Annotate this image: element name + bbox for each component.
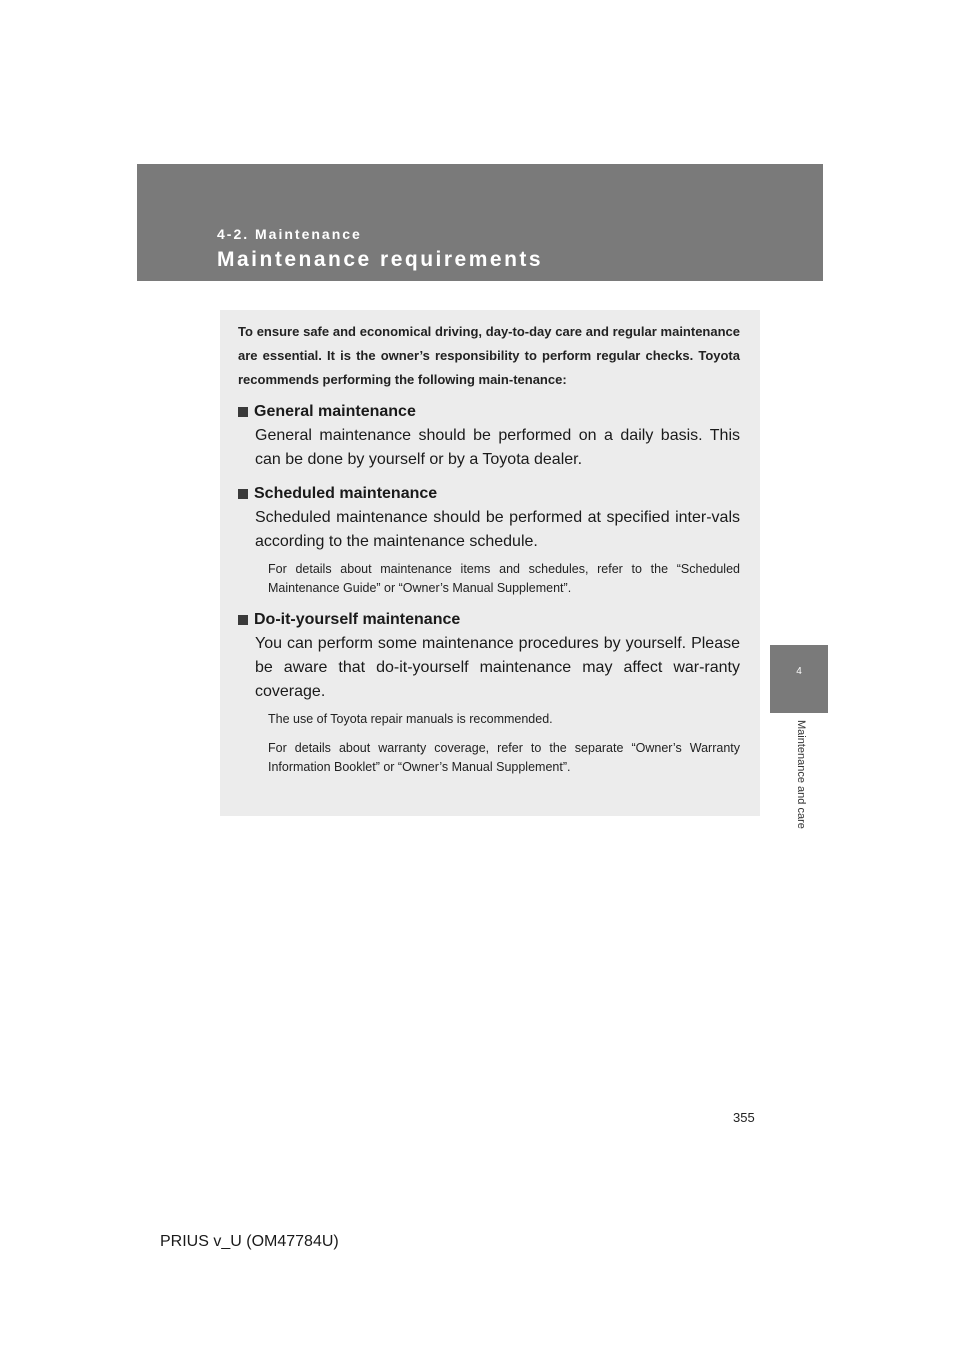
- chapter-tab: [770, 645, 828, 713]
- item-body: General maintenance should be performed on a daily basis. This can be done by yourself or by a Toyota dealer.: [255, 427, 740, 468]
- chapter-number: 4: [796, 666, 802, 677]
- item-body: You can perform some maintenance procedures by yourself. Please be aware that do-it-yourself maintenance may affect war-ranty coverage.: [255, 635, 740, 700]
- item-heading: [238, 400, 740, 424]
- item-scheduled-maintenance: [238, 482, 740, 598]
- section-label: 4-2. Maintenance: [217, 226, 362, 242]
- chapter-label: Maintenance and care: [795, 720, 807, 829]
- content-box: [220, 310, 760, 816]
- item-body: Scheduled maintenance should be performed at specified inter-vals according to the maintenance schedule.: [255, 509, 740, 550]
- item-heading: [238, 482, 740, 506]
- item-heading-text: Do-it-yourself maintenance: [254, 611, 461, 628]
- page-title: Maintenance requirements: [217, 248, 544, 271]
- item-general-maintenance: [238, 400, 740, 472]
- footer-model: PRIUS v_U (OM47784U): [160, 1233, 339, 1250]
- square-bullet-icon: [238, 407, 248, 417]
- chapter-label-container: [793, 720, 805, 870]
- square-bullet-icon: [238, 489, 248, 499]
- item-diy-maintenance: [238, 608, 740, 777]
- intro-text: To ensure safe and economical driving, day-to-day care and regular maintenance are essential. It is the owner’s responsibility to perform regular checks. Toyota recommends performing the following main-tenance:: [238, 324, 740, 387]
- item-heading-text: General maintenance: [254, 403, 416, 420]
- item-heading-text: Scheduled maintenance: [254, 485, 438, 502]
- item-note: For details about warranty coverage, refer to the separate “Owner’s Warranty Information Booklet” or “Owner’s Manual Supplement”.: [268, 741, 740, 774]
- square-bullet-icon: [238, 615, 248, 625]
- item-note: The use of Toyota repair manuals is recommended.: [268, 712, 553, 726]
- page-header: [137, 164, 823, 281]
- item-note: For details about maintenance items and schedules, refer to the “Scheduled Maintenance Guide” or “Owner’s Manual Supplement”.: [268, 562, 740, 595]
- page-number: 355: [733, 1110, 755, 1125]
- item-heading: [238, 608, 740, 632]
